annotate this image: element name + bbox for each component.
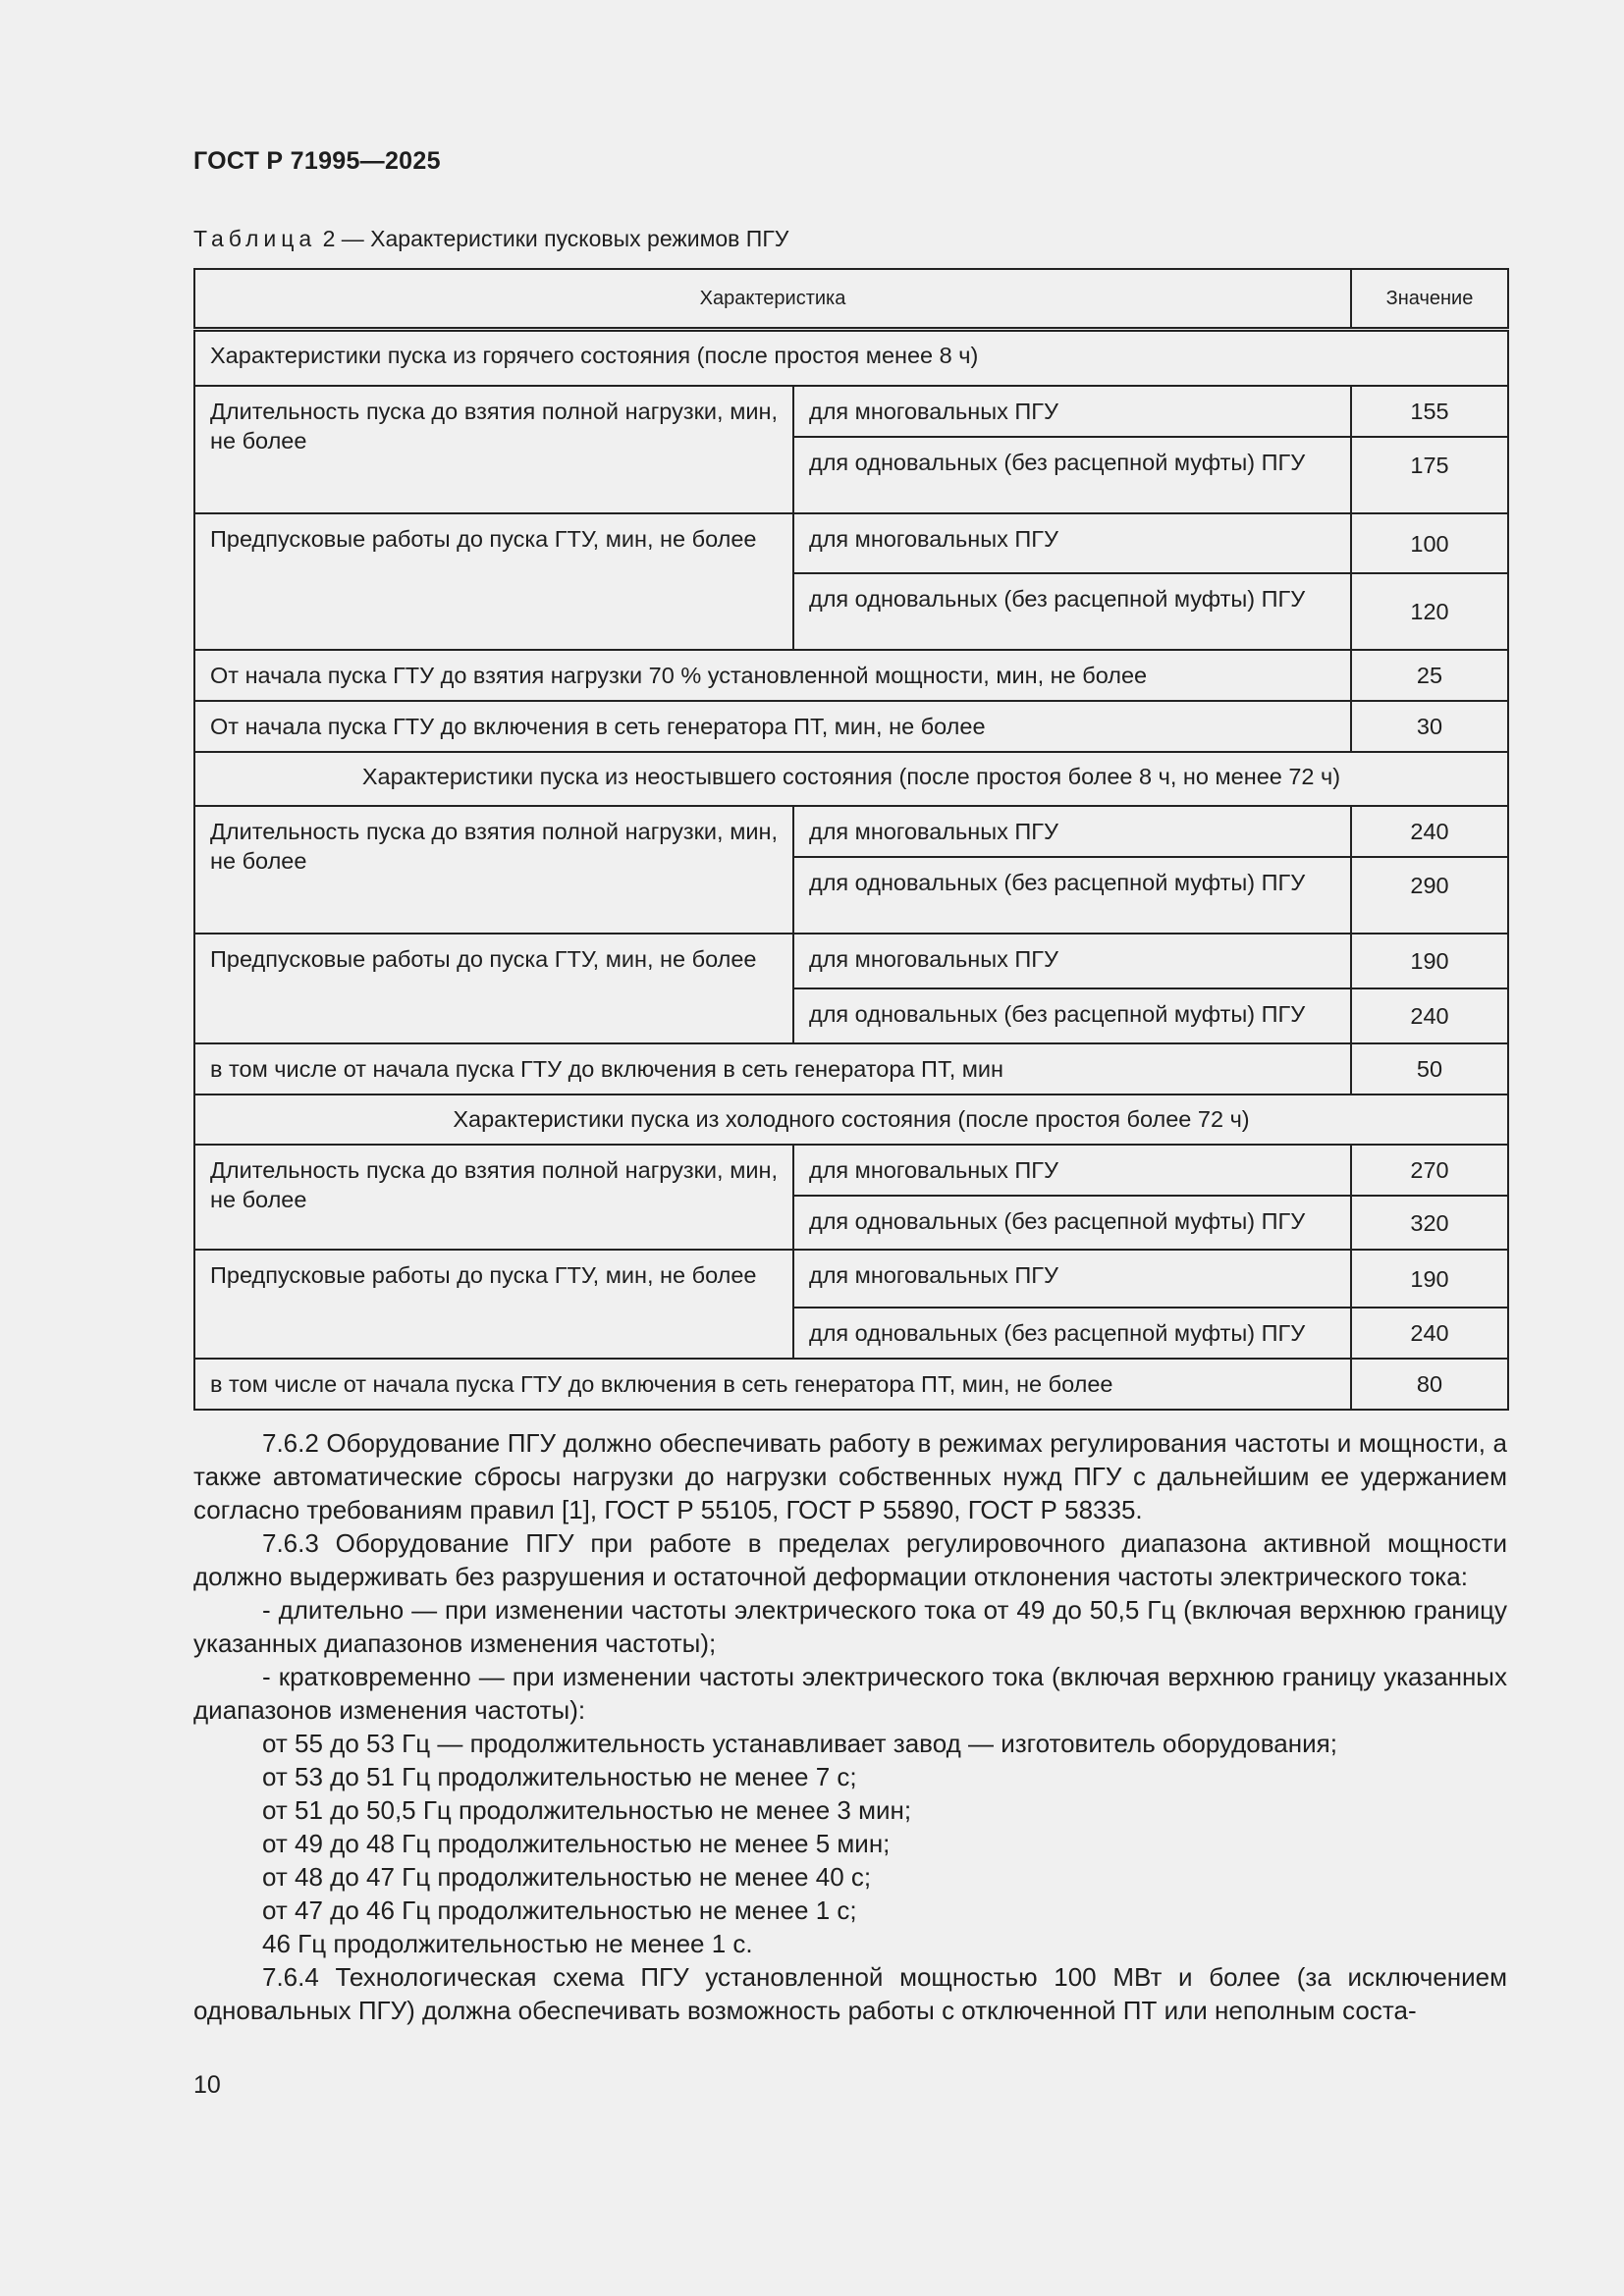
table-row [194,1250,1508,1308]
hot-prelaunch-multi-value: 100 [1351,513,1508,573]
cold-prelaunch-single-value: 240 [1351,1308,1508,1359]
table-row [194,513,1508,573]
warm-prelaunch-label: Предпусковые работы до пуска ГТУ, мин, не более [194,934,793,1043]
hot-grid-value: 30 [1351,701,1508,752]
paragraph-7-6-2: 7.6.2 Оборудование ПГУ должно обеспечивать работу в режимах регулирования частоты и мощности, а также автоматические сбросы нагрузки до нагрузки собственных нужд ПГУ с дальнейшим ее удержанием согласно требованиям правил [1], ГОСТ Р 55105, ГОСТ Р 55890, ГОСТ Р 58335. [193,1428,1507,1524]
warm-prelaunch-multi: для многовальных ПГУ [793,934,1351,988]
hot-load70-label: От начала пуска ГТУ до взятия нагрузки 70 % установленной мощности, мин, не более [194,650,1351,701]
warm-grid-value: 50 [1351,1043,1508,1095]
cold-prelaunch-single: для одновальных (без расцепной муфты) ПГУ [793,1308,1351,1359]
table-row [194,1145,1508,1196]
table-row [194,701,1508,752]
body-text [193,1426,1507,2027]
cold-full-load-multi-value: 270 [1351,1145,1508,1196]
hot-full-load-single-value: 175 [1351,437,1508,513]
warm-prelaunch-single: для одновальных (без расцепной муфты) ПГУ [793,988,1351,1043]
hot-prelaunch-label: Предпусковые работы до пуска ГТУ, мин, не более [194,513,793,650]
hot-full-load-multi-value: 155 [1351,386,1508,437]
hot-full-load-multi: для многовальных ПГУ [793,386,1351,437]
list-item-long-term: - длительно — при изменении частоты электрического тока от 49 до 50,5 Гц (включая верхнюю границу указанных диапазонов изменения частоты); [193,1595,1507,1658]
cold-full-load-single: для одновальных (без расцепной муфты) ПГУ [793,1196,1351,1250]
hot-prelaunch-multi: для многовальных ПГУ [793,513,1351,573]
table-row [194,934,1508,988]
warm-full-load-single: для одновальных (без расцепной муфты) ПГУ [793,857,1351,934]
table-caption [193,226,788,252]
hot-grid-label: От начала пуска ГТУ до включения в сеть генератора ПТ, мин, не более [194,701,1351,752]
cold-grid-label: в том числе от начала пуска ГТУ до включения в сеть генератора ПТ, мин, не более [194,1359,1351,1410]
paragraph-7-6-3: 7.6.3 Оборудование ПГУ при работе в пределах регулировочного диапазона активной мощности должно выдерживать без разрушения и остаточной деформации отклонения частоты электрического тока: [193,1528,1507,1591]
cold-prelaunch-multi-value: 190 [1351,1250,1508,1308]
table-caption-prefix: Таблица [193,226,317,251]
warm-prelaunch-multi-value: 190 [1351,934,1508,988]
table-caption-text: 2 — Характеристики пусковых режимов ПГУ [322,226,789,251]
warm-grid-label: в том числе от начала пуска ГТУ до включения в сеть генератора ПТ, мин [194,1043,1351,1095]
frequency-range-item: от 49 до 48 Гц продолжительностью не менее 5 мин; [262,1829,891,1858]
table-row [194,330,1508,387]
cold-full-load-single-value: 320 [1351,1196,1508,1250]
header-value: Значение [1351,269,1508,330]
table-row [194,752,1508,806]
table-row [194,1095,1508,1145]
table-row [194,650,1508,701]
table-row [194,386,1508,437]
section-hot-title: Характеристики пуска из горячего состояния (после простоя менее 8 ч) [194,330,1508,387]
cold-full-load-label: Длительность пуска до взятия полной нагрузки, мин, не более [194,1145,793,1250]
frequency-range-item: от 47 до 46 Гц продолжительностью не менее 1 с; [262,1896,857,1925]
table-row [194,1359,1508,1410]
warm-prelaunch-single-value: 240 [1351,988,1508,1043]
hot-full-load-single: для одновальных (без расцепной муфты) ПГУ [793,437,1351,513]
table-row [194,806,1508,857]
hot-full-load-label: Длительность пуска до взятия полной нагрузки, мин, не более [194,386,793,513]
page-number: 10 [193,2071,221,2099]
warm-full-load-multi-value: 240 [1351,806,1508,857]
warm-full-load-single-value: 290 [1351,857,1508,934]
frequency-range-item: от 53 до 51 Гц продолжительностью не менее 7 с; [262,1762,857,1791]
header-characteristic: Характеристика [194,269,1351,330]
hot-prelaunch-single: для одновальных (без расцепной муфты) ПГУ [793,573,1351,650]
hot-load70-value: 25 [1351,650,1508,701]
section-cold-title: Характеристики пуска из холодного состояния (после простоя более 72 ч) [194,1095,1508,1145]
list-item-short-term: - кратковременно — при изменении частоты электрического тока (включая верхнюю границу указанных диапазонов изменения частоты): [193,1662,1507,1725]
cold-prelaunch-multi: для многовальных ПГУ [793,1250,1351,1308]
warm-full-load-multi: для многовальных ПГУ [793,806,1351,857]
frequency-range-item: от 51 до 50,5 Гц продолжительностью не менее 3 мин; [262,1795,912,1825]
cold-full-load-multi: для многовальных ПГУ [793,1145,1351,1196]
frequency-range-item: от 48 до 47 Гц продолжительностью не менее 40 с; [262,1862,872,1892]
frequency-range-item: 46 Гц продолжительностью не менее 1 с. [262,1929,753,1958]
section-warm-title: Характеристики пуска из неостывшего состояния (после простоя более 8 ч, но менее 72 ч) [194,752,1508,806]
frequency-range-item: от 55 до 53 Гц — продолжительность устанавливает завод — изготовитель оборудования; [262,1729,1337,1758]
table-row [194,1043,1508,1095]
cold-prelaunch-label: Предпусковые работы до пуска ГТУ, мин, не более [194,1250,793,1359]
paragraph-7-6-4: 7.6.4 Технологическая схема ПГУ установленной мощностью 100 МВт и более (за исключением одновальных ПГУ) должна обеспечивать возможность работы с отключенной ПТ или неполным соста- [193,1962,1507,2025]
hot-prelaunch-single-value: 120 [1351,573,1508,650]
cold-grid-value: 80 [1351,1359,1508,1410]
startup-characteristics-table [193,268,1509,1411]
document-code: ГОСТ Р 71995—2025 [193,147,441,175]
warm-full-load-label: Длительность пуска до взятия полной нагрузки, мин, не более [194,806,793,934]
table-header-row [194,269,1508,330]
